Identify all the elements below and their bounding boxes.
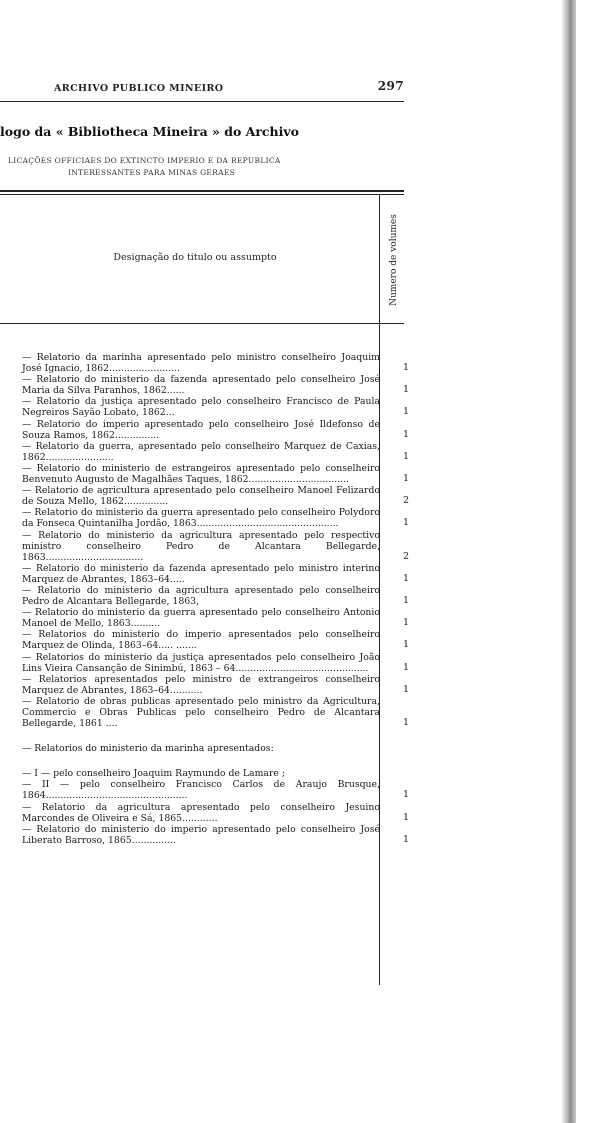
entry-volumes: 2 [402,495,410,507]
list-item [2,651,410,674]
catalog-subtitle [0,155,380,179]
catalog-subtitle-line1: LICAÇÕES OFFICIAES DO EXTINCTO IMPERIO E DA REPUBLICA [8,156,281,165]
entry-text: — Relatorio da agricultura apresentado pelo conselheiro Jesuino Marcondes de Oliveira e Sá, 1865............ [22,801,380,824]
entry-volumes: 1 [402,406,410,418]
column-header-volumes-label: Numero de volumes [389,214,399,306]
list-item [2,801,410,824]
list-item [2,418,410,441]
entry-text: — Relatorio do ministerio da guerra apresentado pelo conselheiro Polydoro da Fonseca Quintanilha Jordão, 1863................................................ [22,507,380,530]
page-number: 297 [377,79,404,93]
entry-volumes: 1 [402,384,410,396]
entry-volumes: 1 [402,473,410,485]
column-header-title: Designação do titulo ou assumpto [113,252,277,263]
entry-volumes: 1 [402,833,410,845]
catalog-subtitle-line2: INTERESSANTES PARA MINAS GERAES [68,168,236,177]
entry-text: — Relatorio da guerra, apresentado pelo conselheiro Marquez de Caxias, 1862....................... [22,440,380,463]
entry-volumes: 1 [402,639,410,651]
entry-text: — Relatorio do ministerio da agricultura apresentado pelo respectivo ministro conselheiro Pedro de Alcantara Bellegarde, 1863................................. [22,529,380,563]
entry-text: — Relatorios do ministerio da marinha apresentados: [22,743,274,755]
entry-volumes: 1 [402,517,410,529]
list-item [2,673,410,696]
entry-volumes: 1 [402,572,410,584]
list-item [2,529,410,563]
entries-list [0,352,420,846]
entry-text: — Relatorio do ministerio da fazenda apresentado pelo conselheiro José Maria da Silva Paranhos, 1862...... [22,374,380,397]
spacer [0,729,420,743]
entry-text: — Relatorio da justiça apresentado pelo conselheiro Francisco de Paula Negreiros Sayão Lobato, 1862... [22,396,380,419]
entry-volumes: 1 [402,595,410,607]
list-item [2,440,410,463]
entry-text: — Relatorio de obras publicas apresentado pelo ministro da Agricultura, Commercio e Obras Publicas pelo conselheiro Pedro de Alcantara Bellegarde, 1861 .... [22,695,380,730]
list-item [2,462,410,486]
entry-volumes: 1 [402,811,410,823]
entry-text: — Relatorio da marinha apresentado pelo ministro conselheiro Joaquim José Ignacio, 1862........................ [22,352,380,375]
header-rule [0,101,404,102]
list-item [2,695,410,730]
entry-text: — Relatorio do ministerio da guerra apresentado pelo conselheiro Antonio Manoel de Mello, 1863.......... [22,607,380,630]
entry-text: — II — pelo conselheiro Francisco Carlos de Araujo Brusque, 1864................................................ [22,779,380,802]
list-item [2,507,410,530]
catalog-title: logo da « Bibliotheca Mineira » do Archivo [0,124,299,139]
table-top-rule-thin [0,194,404,195]
entry-volumes: 1 [402,450,410,462]
entry-volumes: 1 [402,717,410,729]
list-item [2,374,410,397]
entry-text: — Relatorio do ministerio de estrangeiros apresentado pelo conselheiro Benvenuto Augusto de Magalhães Taques, 1862.................................. [22,462,380,486]
entry-text: — Relatorio do ministerio da fazenda apresentado pelo ministro interino Marquez de Abrantes, 1863–64..... [22,562,380,585]
entry-text: — Relatorios do ministerio do imperio apresentados pelo conselheiro Marquez de Olinda, 1863–64..... ....... [22,629,380,652]
entry-volumes: 1 [402,683,410,695]
page-edge-shadow [562,0,576,1123]
entry-text: — Relatorio do ministerio da agricultura apresentado pelo conselheiro Pedro de Alcantara Bellegarde, 1863, [22,584,380,608]
entry-volumes: 1 [402,661,410,673]
entry-text: — Relatorio de agricultura apresentado pelo conselheiro Manoel Felizardo de Souza Mello, 1862............... [22,485,380,508]
entry-text: — Relatorios do ministerio da justiça apresentados pelo conselheiro João Lins Vieira Cansanção de Sinimbú, 1863 – 64............................................. [22,651,380,674]
entry-text: — Relatorios apresentados pelo ministro de extrangeiros conselheiro Marquez de Abrantes, 1863–64........... [22,673,380,696]
list-item [2,743,380,754]
entry-text: — Relatorio do imperio apresentado pelo conselheiro José Ildefonso de Souza Ramos, 1862............... [22,418,380,441]
list-item [2,629,410,652]
header-bottom-rule [0,323,404,324]
spacer [0,754,420,768]
entry-text: — Relatorio do ministerio do imperio apresentado pelo conselheiro José Liberato Barroso, 1865............... [22,823,380,846]
entry-volumes: 2 [402,550,410,562]
list-item [2,352,410,375]
running-head-title: ARCHIVO PUBLICO MINEIRO [54,83,224,94]
entry-volumes: 1 [402,362,410,374]
column-header-volumes [382,210,406,310]
list-item [2,768,380,779]
entry-volumes: 1 [402,428,410,440]
table-top-rule-thick [0,190,404,192]
list-item [2,779,410,802]
list-item [2,607,410,630]
list-item [2,584,410,608]
list-item [2,562,410,585]
entry-volumes: 1 [402,789,410,801]
list-item [2,485,410,508]
list-item [2,396,410,419]
list-item [2,823,410,846]
entry-text: — I — pelo conselheiro Joaquim Raymundo de Lamare ; [22,768,285,780]
entry-volumes: 1 [402,617,410,629]
